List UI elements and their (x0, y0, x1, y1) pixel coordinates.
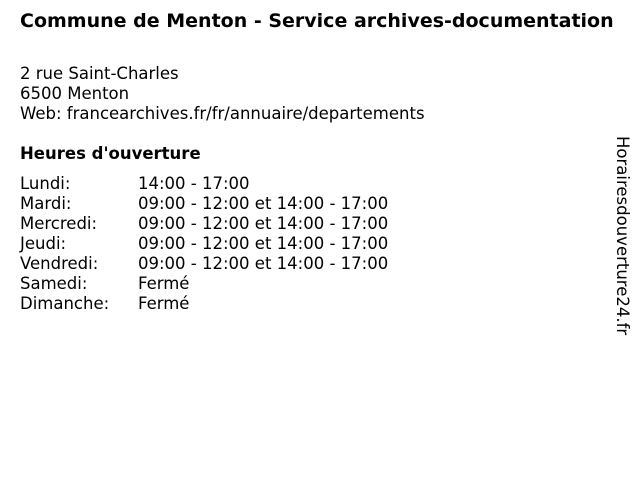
address-block (20, 64, 425, 124)
hours-day: Mardi: (20, 194, 72, 213)
hours-day: Lundi: (20, 174, 71, 193)
address-web: Web: francearchives.fr/fr/annuaire/departements (20, 104, 425, 123)
site-watermark (612, 136, 632, 346)
hours-day: Mercredi: (20, 214, 98, 233)
hours-day: Vendredi: (20, 254, 99, 273)
hours-time: Fermé (138, 294, 190, 313)
hours-day: Samedi: (20, 274, 88, 293)
watermark-text: Horairesdouverture24.fr (613, 136, 632, 336)
address-city: 6500 Menton (20, 84, 130, 103)
hours-day: Jeudi: (20, 234, 67, 253)
address-street: 2 rue Saint-Charles (20, 64, 179, 83)
hours-time: 14:00 - 17:00 (138, 174, 250, 193)
hours-day: Dimanche: (20, 294, 110, 313)
hours-time: Fermé (138, 274, 190, 293)
hours-time: 09:00 - 12:00 et 14:00 - 17:00 (138, 234, 389, 253)
hours-time: 09:00 - 12:00 et 14:00 - 17:00 (138, 254, 389, 273)
hours-time: 09:00 - 12:00 et 14:00 - 17:00 (138, 214, 389, 233)
hours-time: 09:00 - 12:00 et 14:00 - 17:00 (138, 194, 389, 213)
page-title: Commune de Menton - Service archives-documentation (20, 10, 614, 32)
hours-heading: Heures d'ouverture (20, 144, 201, 163)
